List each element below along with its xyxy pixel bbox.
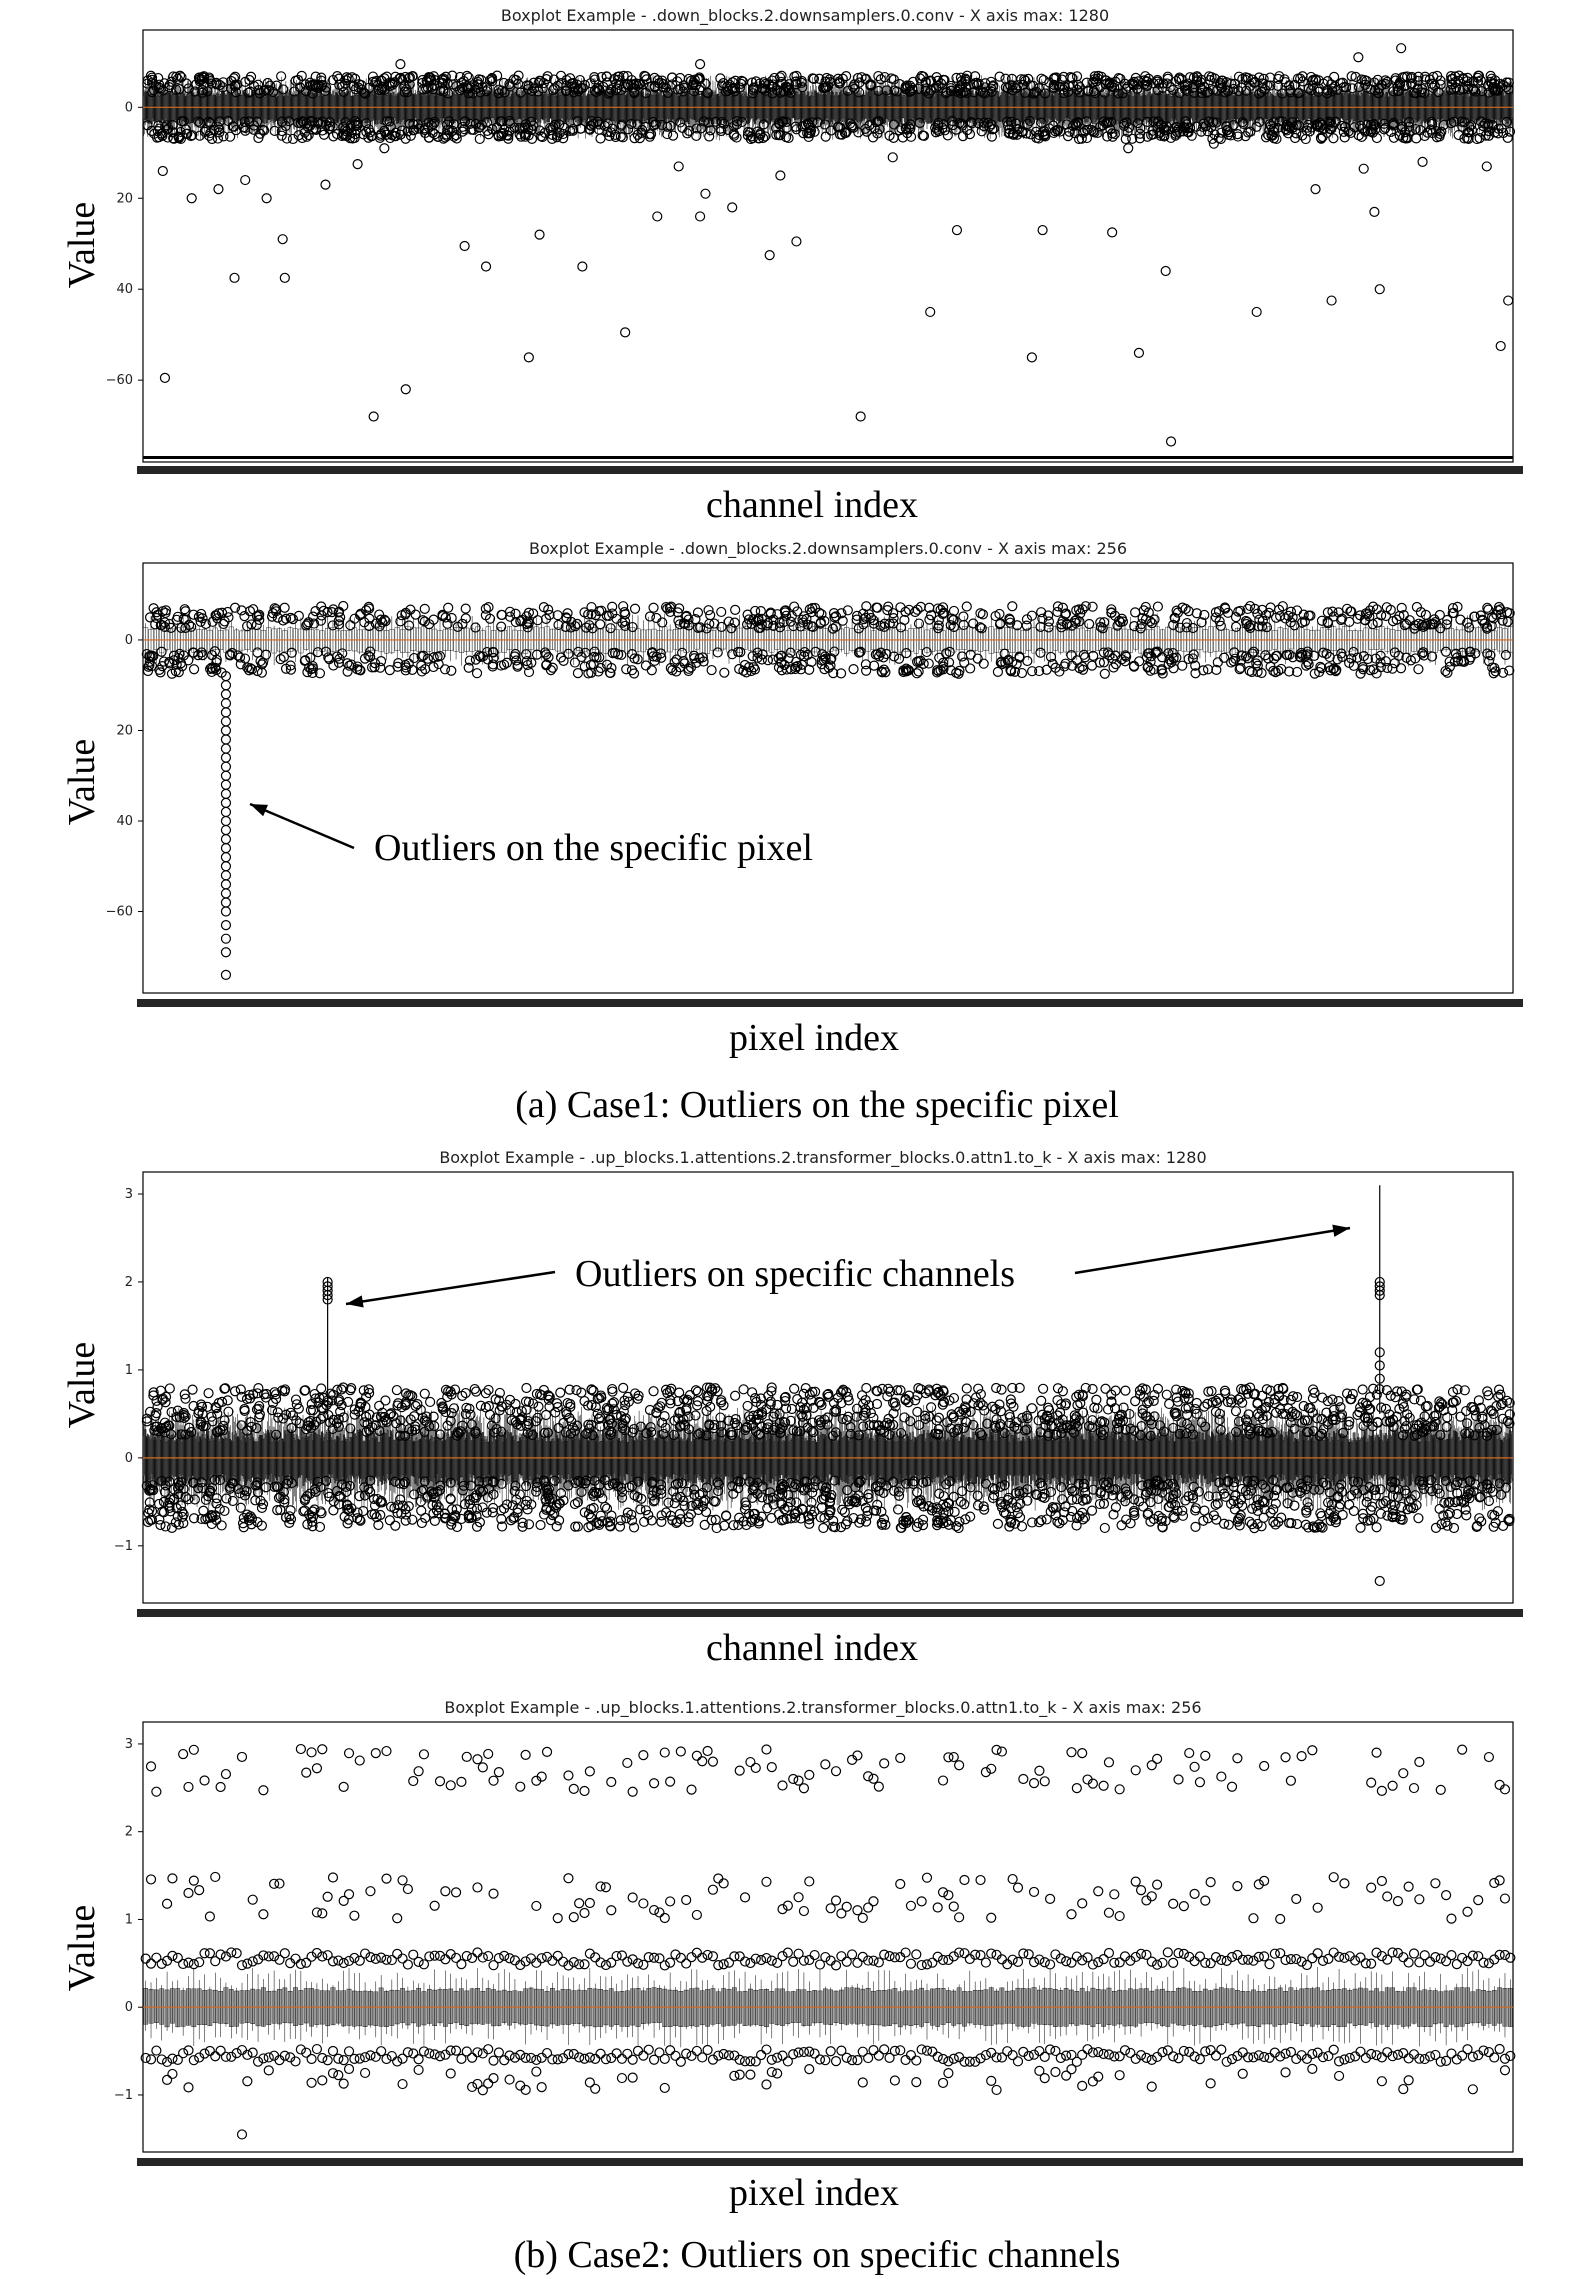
x-axis-label: channel index bbox=[705, 484, 919, 526]
y-tick-label: 20 bbox=[116, 723, 133, 739]
y-axis-label: Value bbox=[61, 201, 103, 289]
min-whisker-band bbox=[143, 456, 1513, 459]
y-axis-label: Value bbox=[61, 738, 103, 826]
annotation-specific-pixel: Outliers on the specific pixel bbox=[374, 827, 813, 869]
y-tick-label: 0 bbox=[124, 632, 133, 648]
y-tick-label: −60 bbox=[105, 373, 133, 389]
y-tick-label: −60 bbox=[105, 904, 133, 920]
y-tick-label: 40 bbox=[116, 282, 133, 298]
y-tick-label: 40 bbox=[116, 814, 133, 829]
y-tick-label: 0 bbox=[124, 100, 133, 116]
panel-title: Boxplot Example - .down_blocks.2.downsamplers.0.conv - X axis max: 1280 bbox=[500, 6, 1110, 25]
x-tick-labels bbox=[137, 466, 1523, 474]
x-axis-label: pixel index bbox=[729, 1017, 899, 1059]
panel-title: Boxplot Example - .down_blocks.2.downsamplers.0.conv - X axis max: 256 bbox=[528, 539, 1128, 558]
y-tick-label: 20 bbox=[116, 191, 133, 207]
